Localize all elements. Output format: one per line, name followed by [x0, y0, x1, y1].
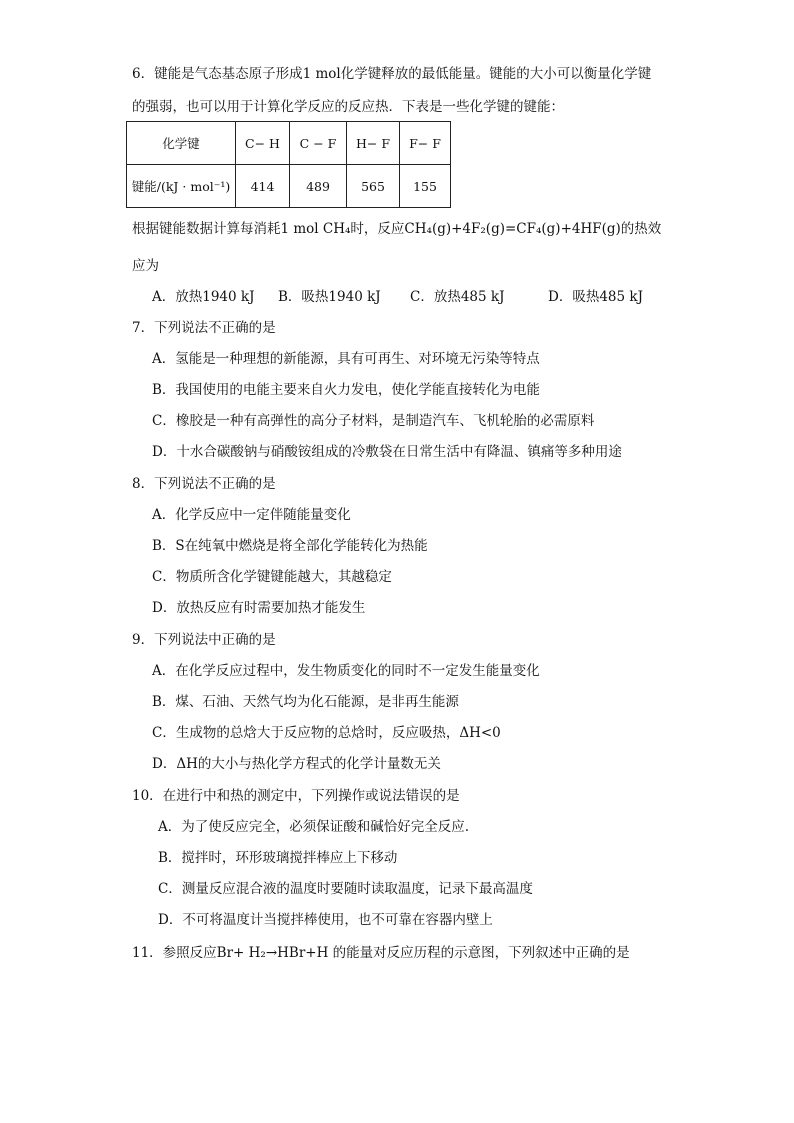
- q6-stem-line1: 6．键能是气态基态原子形成1 mol化学键释放的最低能量。键能的大小可以衡量化学键: [132, 66, 652, 82]
- q7-option-c: C．橡胶是一种有高弹性的高分子材料，是制造汽车、飞机轮胎的必需原料: [152, 413, 595, 429]
- q6-stem-line4: 应为: [132, 258, 159, 274]
- table-cell: 489: [290, 165, 347, 208]
- bond-energy-table: [126, 121, 451, 208]
- q6-option-b: B．吸热1940 kJ: [278, 289, 381, 305]
- q7-stem: 7．下列说法不正确的是: [132, 320, 276, 336]
- q7-option-a: A．氢能是一种理想的新能源，具有可再生、对环境无污染等特点: [152, 351, 540, 367]
- q11-stem: 11．参照反应Br+ H₂→HBr+H 的能量对反应历程的示意图，下列叙述中正确的是: [132, 945, 630, 961]
- q8-option-c: C．物质所含化学键键能越大，其越稳定: [152, 569, 392, 585]
- q6-option-c: C．放热485 kJ: [410, 289, 505, 305]
- table-cell: F− F: [400, 122, 451, 165]
- table-row: [127, 165, 451, 208]
- table-cell: 化学键: [127, 122, 236, 165]
- q10-stem: 10．在进行中和热的测定中，下列操作或说法错误的是: [132, 788, 460, 804]
- table-cell: 565: [347, 165, 400, 208]
- q7-option-b: B．我国使用的电能主要来自火力发电，使化学能直接转化为电能: [152, 382, 540, 398]
- q8-stem: 8．下列说法不正确的是: [132, 476, 276, 492]
- table-cell: H− F: [347, 122, 400, 165]
- q9-option-d: D．ΔH的大小与热化学方程式的化学计量数无关: [152, 756, 441, 772]
- q10-option-d: D．不可将温度计当搅拌棒使用，也不可靠在容器内壁上: [158, 912, 493, 928]
- table-cell: C − F: [290, 122, 347, 165]
- q6-stem-line2: 的强弱，也可以用于计算化学反应的反应热．下表是一些化学键的键能：: [132, 99, 564, 115]
- q10-option-c: C．测量反应混合液的温度时要随时读取温度，记录下最高温度: [158, 881, 533, 897]
- table-cell: C− H: [236, 122, 290, 165]
- table-cell: 155: [400, 165, 451, 208]
- table-header-row: [127, 122, 451, 165]
- q8-option-b: B．S在纯氧中燃烧是将全部化学能转化为热能: [152, 538, 428, 554]
- q10-option-b: B．搅拌时，环形玻璃搅拌棒应上下移动: [158, 850, 398, 866]
- q8-option-d: D．放热反应有时需要加热才能发生: [152, 600, 366, 616]
- q7-option-d: D．十水合碳酸钠与硝酸铵组成的冷敷袋在日常生活中有降温、镇痛等多种用途: [152, 444, 622, 460]
- table-cell: 键能/(kJ · mol⁻¹): [127, 165, 236, 208]
- q6-option-d: D．吸热485 kJ: [548, 289, 643, 305]
- q6-stem-line3: 根据键能数据计算每消耗1 mol CH₄时，反应CH₄(g)+4F₂(g)=CF₄(g)+4HF(g)的热效: [132, 221, 662, 237]
- q9-option-a: A．在化学反应过程中，发生物质变化的同时不一定发生能量变化: [152, 663, 540, 679]
- q6-option-a: A．放热1940 kJ: [152, 289, 255, 305]
- q9-option-c: C．生成物的总焓大于反应物的总焓时，反应吸热，ΔH<0: [152, 725, 501, 741]
- q9-stem: 9．下列说法中正确的是: [132, 632, 276, 648]
- q8-option-a: A．化学反应中一定伴随能量变化: [152, 507, 351, 523]
- q9-option-b: B．煤、石油、天然气均为化石能源，是非再生能源: [152, 694, 459, 710]
- q10-option-a: A．为了使反应完全，必须保证酸和碱恰好完全反应.: [158, 819, 470, 835]
- table-cell: 414: [236, 165, 290, 208]
